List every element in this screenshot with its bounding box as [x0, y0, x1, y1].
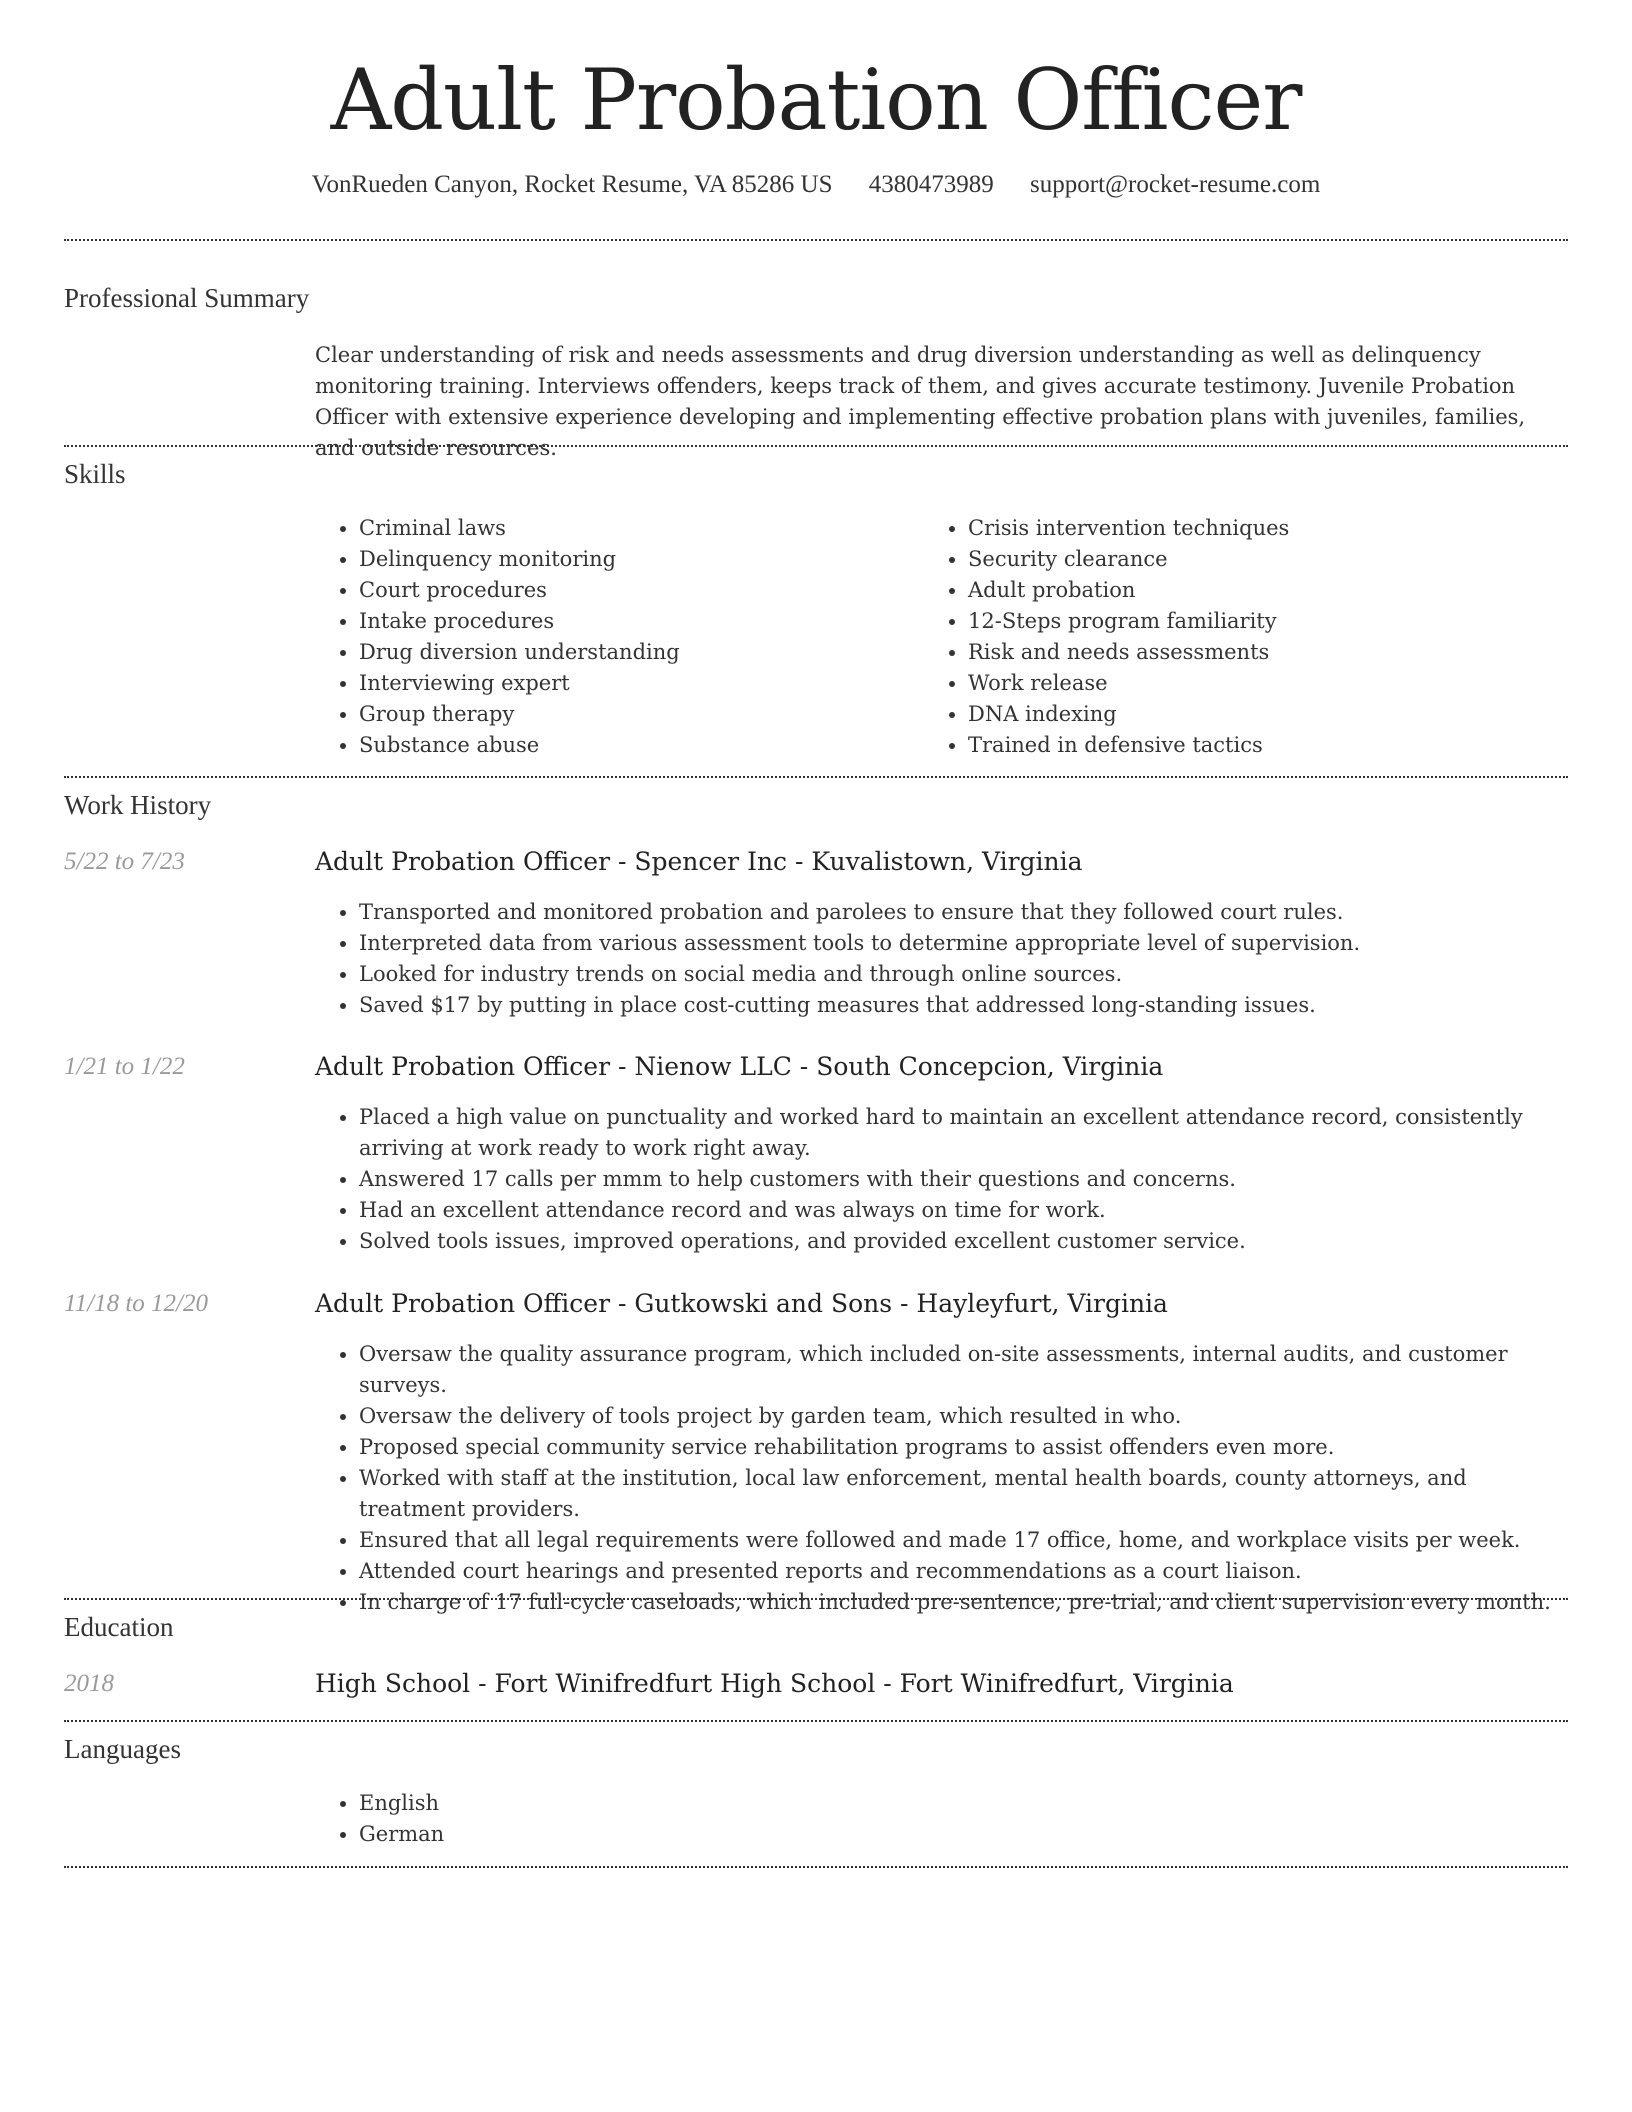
skill-item: • Security clearance — [968, 544, 1524, 575]
skill-item: • Group therapy — [359, 699, 915, 730]
divider — [64, 445, 1568, 447]
summary-text: Clear understanding of risk and needs assessments and drug diversion understanding as well as delinquency monitoring training. Interviews offenders, keeps track of them, and gives accurate testimony. Juvenile Probation Officer with extensive experience developing and implementing effective probation plans with juveniles, families, and outside resources. — [315, 343, 1526, 460]
resume-name: Adult Probation Officer — [330, 51, 1302, 149]
education-heading: Education — [64, 1612, 174, 1642]
skill-item: • Crisis intervention techniques — [968, 513, 1524, 544]
skill-item: • 12-Steps program familiarity — [968, 606, 1524, 637]
contact-address: VonRueden Canyon, Rocket Resume, VA 85286 US — [311, 171, 833, 198]
job-title: Adult Probation Officer - Nienow LLC - South Concepcion, Virginia — [315, 1052, 1164, 1081]
education-entry: High School - Fort Winifredfurt High School - Fort Winifredfurt, Virginia — [315, 1669, 1234, 1698]
job-title: Adult Probation Officer - Spencer Inc - Kuvalistown, Virginia — [315, 847, 1083, 876]
job-bullet: • Ensured that all legal requirements were followed and made 17 office, home, and workplace visits per week. — [359, 1525, 1570, 1556]
language-item: • German — [359, 1819, 1570, 1850]
job-bullet: • Looked for industry trends on social media and through online sources. — [359, 959, 1570, 990]
job-bullets — [315, 1339, 1570, 1618]
job-bullet: • Answered 17 calls per mmm to help customers with their questions and concerns. — [359, 1164, 1570, 1195]
divider — [64, 1866, 1568, 1868]
education-date: 2018 — [64, 1670, 114, 1697]
contact-email: support@rocket-resume.com — [1030, 171, 1321, 198]
skill-item: • Court procedures — [359, 575, 915, 606]
job-bullet: • Interpreted data from various assessment tools to determine appropriate level of supervision. — [359, 928, 1570, 959]
skill-item: • Substance abuse — [359, 730, 915, 761]
job-bullet: • Oversaw the delivery of tools project by garden team, which resulted in who. — [359, 1401, 1570, 1432]
job-bullet: • Attended court hearings and presented reports and recommendations as a court liaison. — [359, 1556, 1570, 1587]
languages-list — [315, 1788, 1570, 1850]
summary-heading: Professional Summary — [64, 283, 310, 313]
job-date: 1/21 to 1/22 — [64, 1053, 185, 1080]
skill-item: • Interviewing expert — [359, 668, 915, 699]
job-bullets — [315, 897, 1570, 1021]
skill-item: • Trained in defensive tactics — [968, 730, 1524, 761]
skill-item: • Risk and needs assessments — [968, 637, 1524, 668]
job-bullet: • Placed a high value on punctuality and worked hard to maintain an excellent attendance record, consistently arriving at work ready to work right away. — [359, 1102, 1570, 1164]
job-bullet: • Had an excellent attendance record and was always on time for work. — [359, 1195, 1570, 1226]
job-bullet: • Oversaw the quality assurance program, which included on-site assessments, internal audits, and customer surveys. — [359, 1339, 1570, 1401]
skill-item: • Criminal laws — [359, 513, 915, 544]
languages-heading: Languages — [64, 1734, 181, 1764]
job-bullet: • Transported and monitored probation and parolees to ensure that they followed court rules. — [359, 897, 1570, 928]
skills-heading: Skills — [64, 459, 126, 489]
divider — [64, 776, 1568, 778]
job-bullet: • Solved tools issues, improved operations, and provided excellent customer service. — [359, 1226, 1570, 1257]
job-date: 5/22 to 7/23 — [64, 848, 185, 875]
work-history-heading: Work History — [64, 790, 212, 820]
skill-item: • Delinquency monitoring — [359, 544, 915, 575]
divider — [64, 1720, 1568, 1722]
skill-item: • DNA indexing — [968, 699, 1524, 730]
skills-right-column — [924, 513, 1524, 761]
skill-item: • Adult probation — [968, 575, 1524, 606]
contact-line — [0, 168, 1632, 202]
job-bullet: • Proposed special community service rehabilitation programs to assist offenders even more. — [359, 1432, 1570, 1463]
language-item: • English — [359, 1788, 1570, 1819]
skill-item: • Work release — [968, 668, 1524, 699]
divider — [64, 1598, 1568, 1600]
skills-left-column — [315, 513, 915, 761]
divider — [64, 239, 1568, 241]
job-date: 11/18 to 12/20 — [64, 1290, 208, 1317]
job-title: Adult Probation Officer - Gutkowski and Sons - Hayleyfurt, Virginia — [315, 1289, 1168, 1318]
job-bullet: • Worked with staff at the institution, local law enforcement, mental health boards, county attorneys, and treatment providers. — [359, 1463, 1570, 1525]
job-bullet: • Saved $17 by putting in place cost-cutting measures that addressed long-standing issues. — [359, 990, 1570, 1021]
skill-item: • Drug diversion understanding — [359, 637, 915, 668]
skill-item: • Intake procedures — [359, 606, 915, 637]
job-bullets — [315, 1102, 1570, 1257]
job-bullet: • In charge of 17 full-cycle caseloads, which included pre-sentence, pre-trial, and client supervision every month. — [359, 1587, 1570, 1618]
contact-phone: 4380473989 — [868, 171, 994, 198]
